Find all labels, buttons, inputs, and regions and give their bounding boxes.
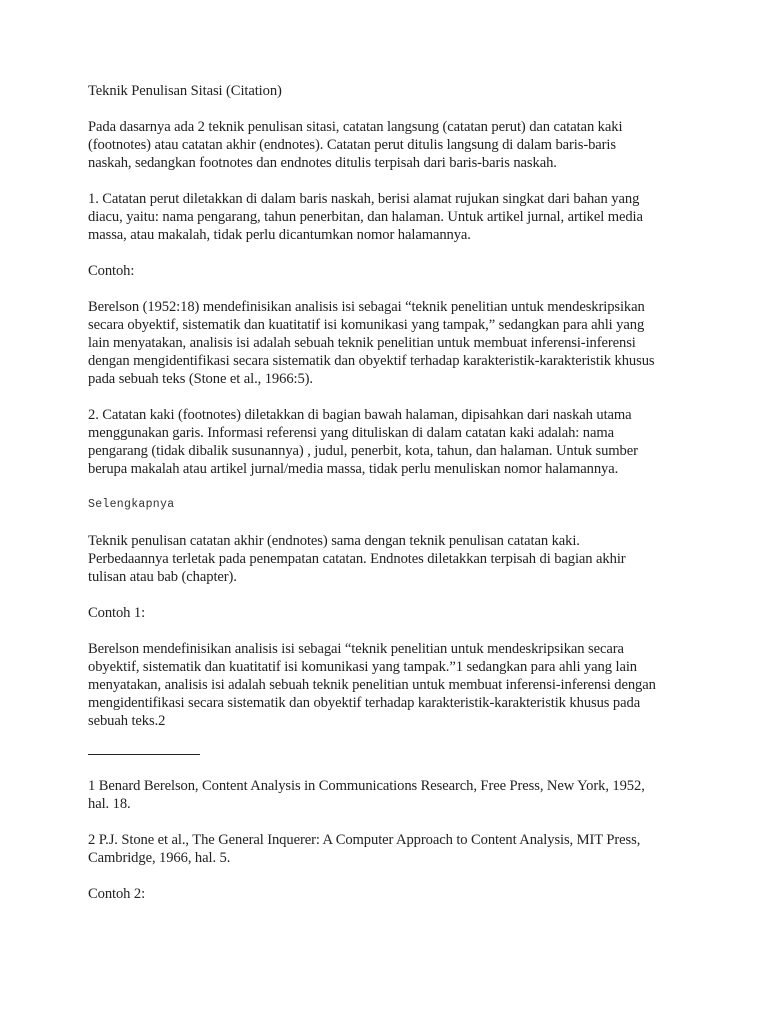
endnotes-paragraph: Teknik penulisan catatan akhir (endnotes) sama dengan teknik penulisan catatan kaki. Perbedaannya terletak pada penempatan catatan. Endnotes diletakkan terpisah di bagian akhir tulisan atau bab (chapter).	[88, 533, 626, 585]
footnote-2: 2 P.J. Stone et al., The General Inquerer: A Computer Approach to Content Analysis, MIT Press, Cambridge, 1966, hal. 5.	[88, 832, 641, 866]
point-2-paragraph: 2. Catatan kaki (footnotes) diletakkan di bagian bawah halaman, dipisahkan dari naskah utama menggunakan garis. Informasi referensi yang dituliskan di dalam catatan kaki adalah: nama pengarang (tidak dibalik susunannya) , judul, penerbit, kota, tahun, dan halaman. Untuk sumber berupa makalah atau artikel jurnal/media massa, tidak perlu menuliskan nomor halamannya.	[88, 407, 638, 477]
intro-paragraph: Pada dasarnya ada 2 teknik penulisan sitasi, catatan langsung (catatan perut) dan catatan kaki (footnotes) atau catatan akhir (endnotes). Catatan perut ditulis langsung di dalam baris-baris naskah, sedangkan footnotes dan endnotes ditulis terpisah dari baris-baris naskah.	[88, 119, 623, 171]
example-paragraph: Berelson (1952:18) mendefinisikan analisis isi sebagai “teknik penelitian untuk mendeskripsikan secara obyektif, sistematik dan kuatitatif isi komunikasi yang tampak,” sedangkan para ahli yang lain menyatakan, analisis isi adalah sebuah teknik penelitian untuk membuat inferensi-inferensi dengan mengidentifikasi secara sistematik dan obyektif terhadap karakteristik-karakteristik khusus pada sebuah teks (Stone et al., 1966:5).	[88, 299, 655, 387]
example-1-label: Contoh 1:	[88, 605, 146, 621]
document-title: Teknik Penulisan Sitasi (Citation)	[88, 83, 282, 99]
example-2-label: Contoh 2:	[88, 886, 146, 902]
footnote-1: 1 Benard Berelson, Content Analysis in Communications Research, Free Press, New York, 1952, hal. 18.	[88, 778, 645, 812]
more-link[interactable]: Selengkapnya	[88, 498, 175, 511]
document-page	[88, 82, 688, 921]
footnote-divider	[88, 754, 200, 755]
point-1-paragraph: 1. Catatan perut diletakkan di dalam baris naskah, berisi alamat rujukan singkat dari bahan yang diacu, yaitu: nama pengarang, tahun penerbitan, dan halaman. Untuk artikel jurnal, artikel media massa, atau makalah, tidak perlu dicantumkan nomor halamannya.	[88, 191, 643, 243]
example-label: Contoh:	[88, 263, 135, 279]
example-1-paragraph: Berelson mendefinisikan analisis isi sebagai “teknik penelitian untuk mendeskripsikan secara obyektif, sistematik dan kuatitatif isi komunikasi yang tampak.”1 sedangkan para ahli yang lain menyatakan, analisis isi adalah sebuah teknik penelitian untuk membuat inferensi-inferensi dengan mengidentifikasi secara sistematik dan obyektif terhadap karakteristik-karakteristik khusus pada sebuah teks.2	[88, 641, 656, 729]
